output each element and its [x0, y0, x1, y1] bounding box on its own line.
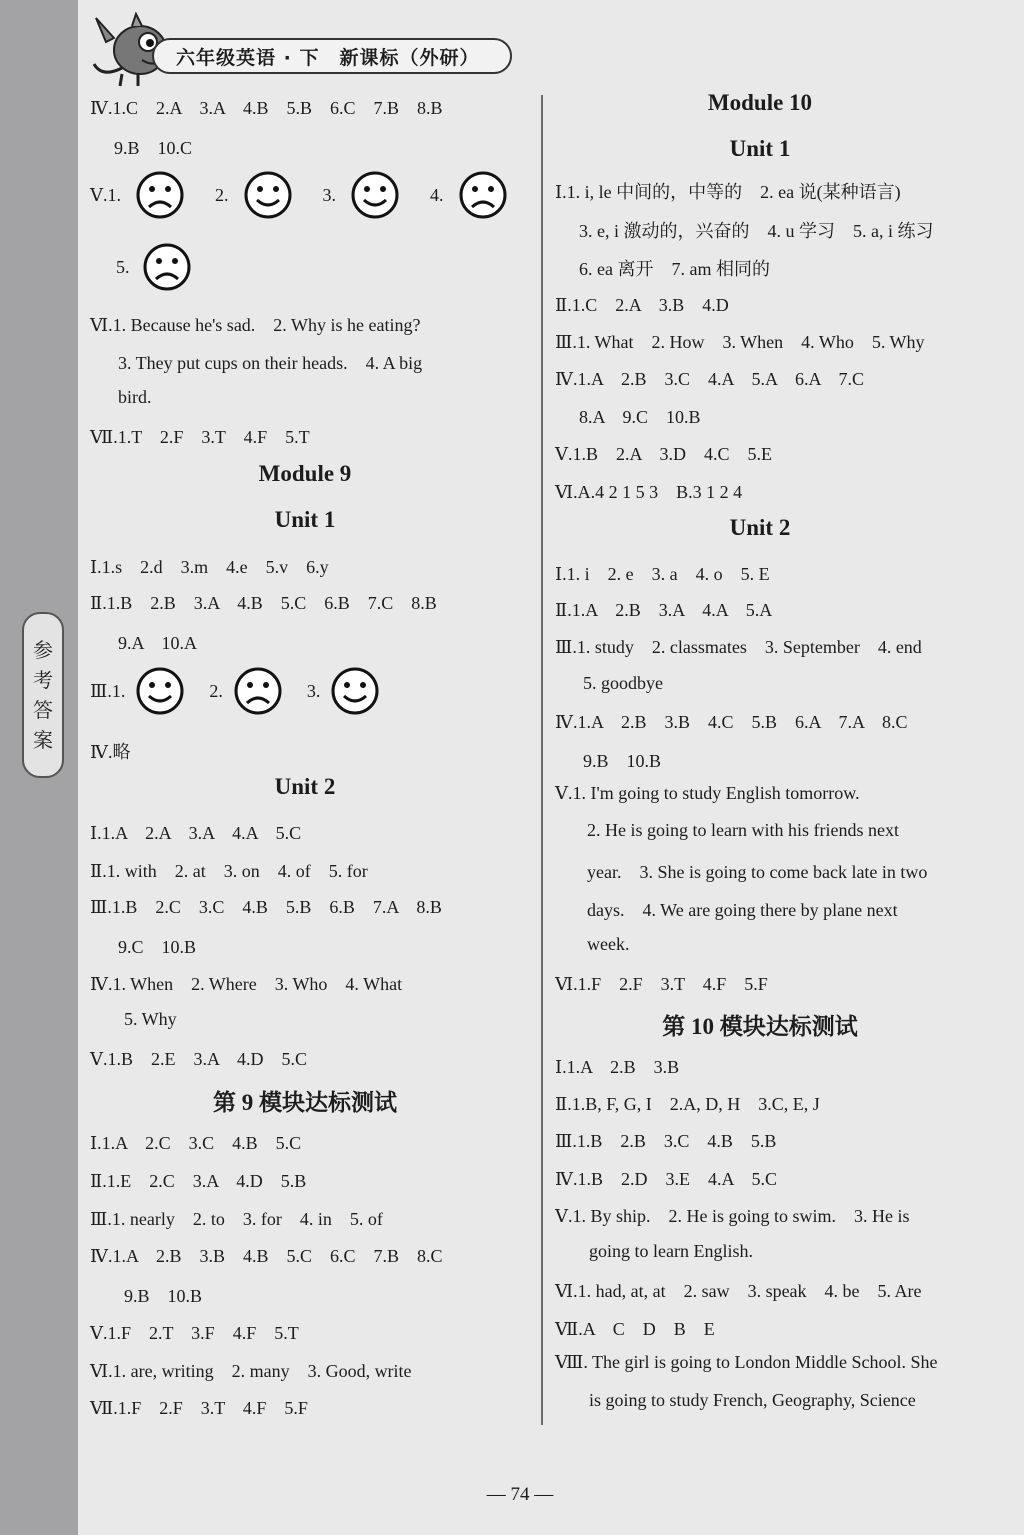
unit-heading: Unit 1	[729, 136, 791, 161]
answer-line: Ⅴ.1.B 2.A 3.D 4.C 5.E	[555, 444, 773, 464]
sad-face-icon	[233, 666, 283, 716]
answer-line: Ⅳ.1. When 2. Where 3. Who 4. What	[90, 974, 403, 994]
unit-heading: Unit 2	[274, 774, 336, 799]
answer-label: 3.	[306, 680, 321, 701]
tab-char: 考	[33, 668, 53, 692]
answer-line: year. 3. She is going to come back late in two	[587, 862, 928, 882]
page-header	[92, 8, 522, 84]
answer-line: Ⅱ.1.B 2.B 3.A 4.B 5.C 6.B 7.C 8.B	[90, 593, 437, 613]
answer-line: Ⅲ.1. study 2. classmates 3. September 4. end	[555, 637, 922, 657]
answer-key-tab	[22, 612, 64, 778]
sad-face-icon	[142, 242, 192, 292]
answer-line: 3. e, i 激动的，兴奋的 4. u 学习 5. a, i 练习	[579, 221, 934, 241]
answer-line: 9.C 10.B	[118, 937, 197, 957]
answer-line: 9.B 10.B	[583, 751, 662, 771]
answer-label: Ⅲ.1.	[90, 680, 126, 701]
sad-face-icon	[458, 170, 508, 220]
happy-face-icon	[330, 666, 380, 716]
module-heading: Module 10	[707, 90, 813, 115]
answer-line: Ⅳ.略	[90, 742, 131, 762]
answer-line: Ⅰ.1.A 2.A 3.A 4.A 5.C	[90, 823, 302, 843]
answer-line: Ⅳ.1.A 2.B 3.C 4.A 5.A 6.A 7.C	[555, 369, 865, 389]
answer-line: Ⅱ.1.C 2.A 3.B 4.D	[555, 295, 729, 315]
answer-line: 3. They put cups on their heads. 4. A big	[118, 353, 423, 373]
answer-line: Ⅳ.1.B 2.D 3.E 4.A 5.C	[555, 1169, 777, 1189]
answer-line: Ⅱ.1.B, F, G, I 2.A, D, H 3.C, E, J	[555, 1094, 820, 1114]
answer-line: Ⅱ.1. with 2. at 3. on 4. of 5. for	[90, 861, 368, 881]
answer-line: 5. goodbye	[583, 673, 663, 693]
answer-label: 5.	[116, 256, 130, 277]
test-heading: 第 10 模块达标测试	[662, 1014, 858, 1039]
answer-line: Ⅵ.1.F 2.F 3.T 4.F 5.F	[555, 974, 768, 994]
answer-line: Ⅱ.1.A 2.B 3.A 4.A 5.A	[555, 600, 773, 620]
header-title: 六年级英语 · 下 新课标（外研）	[152, 38, 512, 74]
answer-line: Ⅰ.1.A 2.B 3.B	[555, 1057, 680, 1077]
answer-line: Ⅵ.A.4 2 1 5 3 B.3 1 2 4	[555, 482, 743, 502]
sad-face-icon	[135, 170, 185, 220]
column-divider	[541, 95, 543, 1425]
answer-line: 5. Why	[124, 1009, 177, 1029]
answer-line: Ⅶ.1.F 2.F 3.T 4.F 5.F	[90, 1398, 308, 1418]
answer-line: 6. ea 离开 7. am 相同的	[579, 259, 770, 279]
face-answer-row	[90, 170, 508, 220]
happy-face-icon	[135, 666, 185, 716]
answer-label: 4.	[430, 184, 444, 205]
tab-char: 答	[33, 698, 53, 722]
answer-line: Ⅰ.1.A 2.C 3.C 4.B 5.C	[90, 1133, 302, 1153]
face-answer-row	[116, 242, 192, 292]
happy-face-icon	[243, 170, 293, 220]
answer-line: is going to study French, Geography, Science	[589, 1390, 916, 1410]
answer-line: Ⅴ.1.B 2.E 3.A 4.D 5.C	[90, 1049, 308, 1069]
answer-line: 9.B 10.C	[114, 138, 193, 158]
page-number: — 74 —	[486, 1484, 554, 1505]
answer-line: Ⅶ.A C D B E	[555, 1319, 715, 1339]
answer-line: Ⅳ.1.A 2.B 3.B 4.B 5.C 6.C 7.B 8.C	[90, 1246, 443, 1266]
answer-line: Ⅲ.1.B 2.C 3.C 4.B 5.B 6.B 7.A 8.B	[90, 897, 442, 917]
answer-line: bird.	[118, 387, 152, 407]
answer-line: Ⅲ.1. What 2. How 3. When 4. Who 5. Why	[555, 332, 925, 352]
unit-heading: Unit 1	[274, 507, 336, 532]
answer-line: Ⅴ.1. I'm going to study English tomorrow.	[555, 783, 860, 803]
answer-line: going to learn English.	[589, 1241, 753, 1261]
answer-line: 8.A 9.C 10.B	[579, 407, 701, 427]
answer-line: 9.A 10.A	[118, 633, 198, 653]
answer-line: 9.B 10.B	[124, 1286, 203, 1306]
answer-line: Ⅲ.1. nearly 2. to 3. for 4. in 5. of	[90, 1209, 383, 1229]
module-heading: Module 9	[258, 461, 352, 486]
answer-line: Ⅳ.1.C 2.A 3.A 4.B 5.B 6.C 7.B 8.B	[90, 98, 443, 118]
answer-label: 2.	[215, 184, 229, 205]
answer-line: Ⅷ. The girl is going to London Middle School. She	[555, 1352, 938, 1372]
answer-label: 3.	[322, 184, 336, 205]
answer-line: Ⅰ.1. i, le 中间的，中等的 2. ea 说(某种语言)	[555, 182, 901, 202]
answer-line: Ⅰ.1. i 2. e 3. a 4. o 5. E	[555, 564, 770, 584]
tab-char: 参	[33, 638, 53, 662]
answer-line: days. 4. We are going there by plane next	[587, 900, 898, 920]
answer-line: Ⅵ.1. Because he's sad. 2. Why is he eating?	[90, 315, 421, 335]
happy-face-icon	[350, 170, 400, 220]
answer-line: Ⅳ.1.A 2.B 3.B 4.C 5.B 6.A 7.A 8.C	[555, 712, 908, 732]
unit-heading: Unit 2	[729, 515, 791, 540]
answer-label: Ⅴ.1.	[90, 184, 121, 205]
tab-char: 案	[33, 728, 53, 752]
test-heading: 第 9 模块达标测试	[213, 1090, 397, 1115]
answer-line: Ⅴ.1. By ship. 2. He is going to swim. 3. He is	[555, 1206, 910, 1226]
answer-line: Ⅶ.1.T 2.F 3.T 4.F 5.T	[90, 427, 310, 447]
answer-line: week.	[587, 934, 630, 954]
answer-line: Ⅵ.1. are, writing 2. many 3. Good, write	[90, 1361, 412, 1381]
answer-line: Ⅲ.1.B 2.B 3.C 4.B 5.B	[555, 1131, 777, 1151]
answer-line: Ⅴ.1.F 2.T 3.F 4.F 5.T	[90, 1323, 299, 1343]
answer-label: 2.	[209, 680, 223, 701]
answer-line: Ⅵ.1. had, at, at 2. saw 3. speak 4. be 5. Are	[555, 1281, 922, 1301]
face-answer-row	[90, 666, 380, 716]
answer-line: 2. He is going to learn with his friends next	[587, 820, 899, 840]
answer-line: Ⅱ.1.E 2.C 3.A 4.D 5.B	[90, 1171, 307, 1191]
answer-line: Ⅰ.1.s 2.d 3.m 4.e 5.v 6.y	[90, 557, 329, 577]
